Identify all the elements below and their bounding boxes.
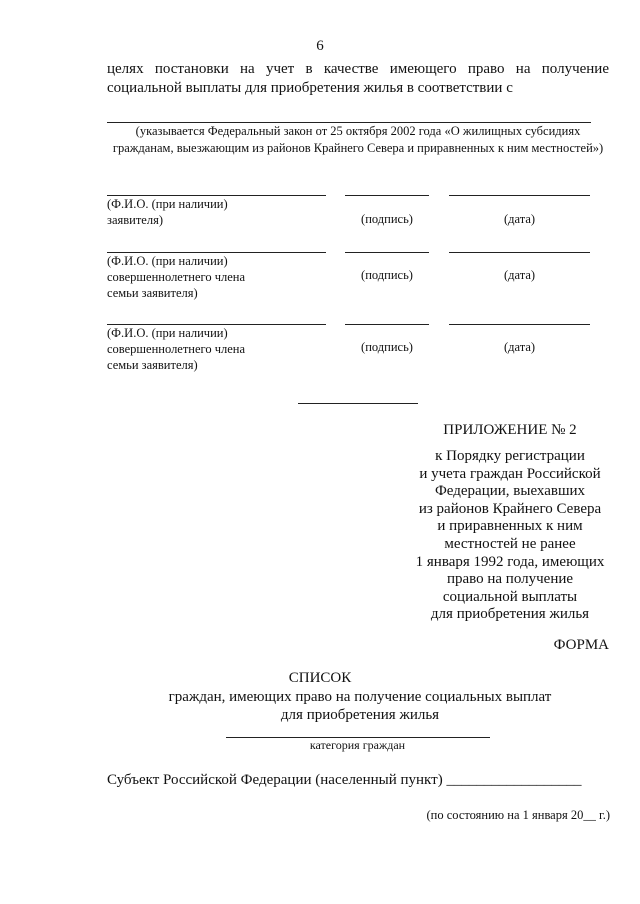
- list-title: СПИСОК: [288, 670, 352, 686]
- signature-label: (подпись): [361, 340, 413, 354]
- name-label-line: (Ф.И.О. (при наличии): [107, 254, 228, 268]
- date-label: (дата): [503, 212, 536, 226]
- law-note: (указывается Федеральный закон от 25 октября 2002 года «О жилищных субсидиях гражданам, выезжающим из районов Крайнего Севера и приравненных к ним местностей»): [112, 124, 604, 155]
- name-label-line: (Ф.И.О. (при наличии): [107, 326, 228, 340]
- form-label: ФОРМА: [553, 637, 609, 653]
- signature-label: (подпись): [361, 268, 413, 282]
- name-label: [107, 325, 327, 373]
- intro-paragraph: целях постановки на учет в качестве имеющего право на получение социальной выплаты для приобретения жилья в соответствии с: [107, 61, 609, 96]
- appendix-title: ПРИЛОЖЕНИЕ № 2: [443, 422, 577, 438]
- section-divider: [298, 403, 418, 404]
- name-label-line: семьи заявителя): [107, 358, 198, 372]
- as-of-note: (по состоянию на 1 января 20__ г.): [426, 808, 610, 822]
- date-label: (дата): [503, 268, 536, 282]
- subject-line[interactable]: Субъект Российской Федерации (населенный пункт) __________________: [107, 772, 582, 788]
- name-label-line: заявителя): [107, 213, 163, 227]
- list-subtitle: граждан, имеющих право на получение социальных выплат для приобретения жилья: [168, 689, 552, 723]
- name-label-line: совершеннолетнего члена: [107, 270, 246, 284]
- signature-fill-line[interactable]: [345, 252, 429, 253]
- name-label: [107, 253, 327, 301]
- name-label-line: (Ф.И.О. (при наличии): [107, 197, 228, 211]
- signature-fill-line[interactable]: [345, 324, 429, 325]
- date-label: (дата): [503, 340, 536, 354]
- signature-fill-line[interactable]: [345, 195, 429, 196]
- date-fill-line[interactable]: [449, 252, 590, 253]
- appendix-text: к Порядку регистрации и учета граждан Российской Федерации, выехавших из районов Крайнего Севера и приравненных к ним местностей не ранее 1 января 1992 года, имеющих право на получение социальной выплаты для приобретения жилья: [415, 448, 605, 623]
- page-number: 6: [316, 38, 324, 54]
- name-label-line: совершеннолетнего члена: [107, 342, 246, 356]
- date-fill-line[interactable]: [449, 324, 590, 325]
- category-label: категория граждан: [309, 738, 406, 752]
- name-label: [107, 196, 327, 228]
- name-label-line: семьи заявителя): [107, 286, 198, 300]
- date-fill-line[interactable]: [449, 195, 590, 196]
- signature-label: (подпись): [361, 212, 413, 226]
